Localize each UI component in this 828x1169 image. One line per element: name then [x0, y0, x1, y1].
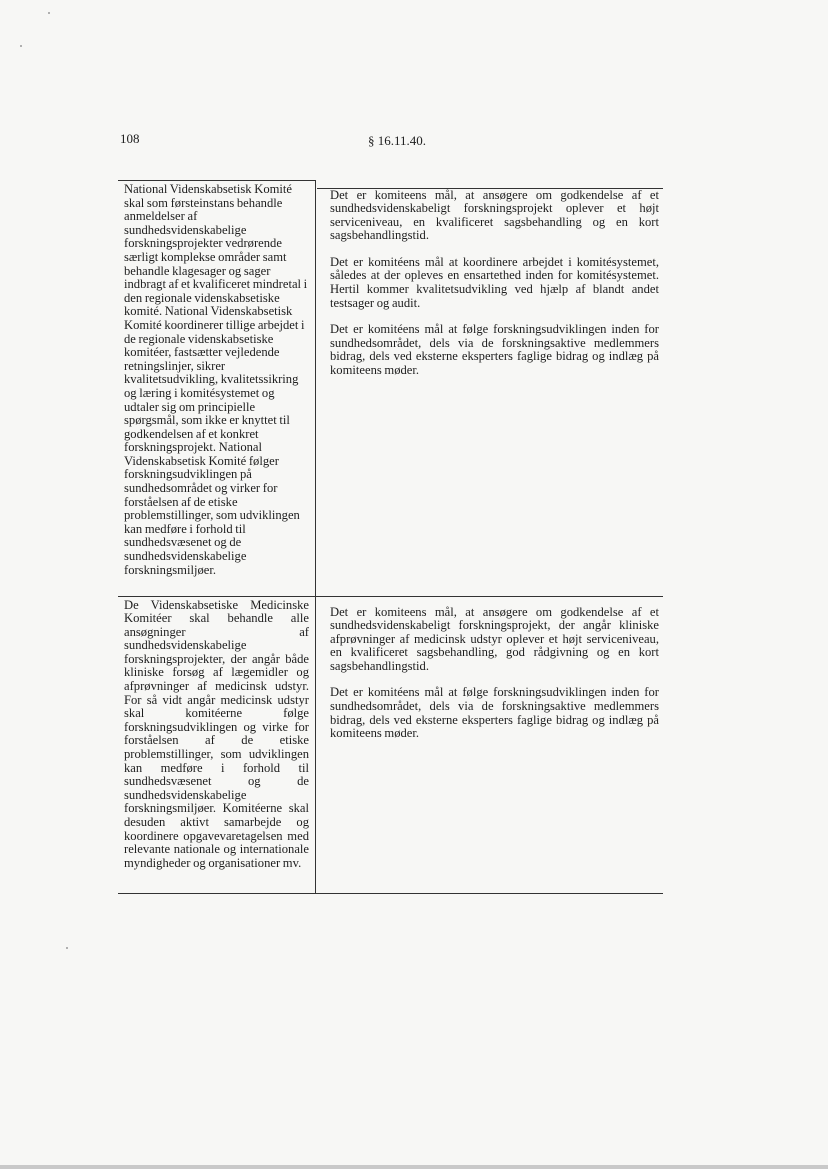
- section-reference: § 16.11.40.: [368, 133, 427, 148]
- task-text: National Videnskabsetisk Komité skal som førsteinstans behandle anmeldelser af sundhedsvidenskabelige forskningsprojekter vedrørende særligt komplekse områder samt behandle klagesager og sager indbragt af et kvalificeret mindretal i den regionale videnskabsetiske komité. National Videnskabsetisk Komité koordinerer tillige arbejdet i de regionale videnskabsetiske komitéer, fastsætter vejledende retningslinjer, sikrer kvalitetsudvikling, kvalitetssikring og læring i komitésystemet og udtaler sig om principielle spørgsmål, som ikke er knyttet til godkendelsen af et konkret forskningsprojekt. National Videnskabsetisk Komité følger forskningsudviklingen på sundhedsområdet og virker for forståelsen af de etiske problemstillinger, som udviklingen kan medføre i forhold til sundhedsvæsenet og de sundhedsvidenskabelige forskningsmiljøer.: [124, 182, 308, 577]
- scan-speck: [66, 947, 68, 949]
- table-cell-goals: [316, 596, 664, 893]
- table-row: [118, 181, 663, 597]
- task-text: De Videnskabsetiske Medicinske Komitéer skal behandle alle ansøgninger af sundhedsvidenskabelige forskningsprojekter, der angår både kliniske forsøg af lægemidler og afprøvninger af medicinsk udstyr. For så vidt angår medicinsk udstyr skal komitéerne følge forskningsudviklingen og virke for forståelsen af de etiske problemstillinger, som udviklingen kan medføre i forhold til sundhedsvæsenet og de sundhedsvidenskabelige forskningsmiljøer. Komitéerne skal desuden aktivt samarbejde og koordinere opgavevaretagelsen med relevante nationale og internationale myndigheder og organisationer mv.: [124, 597, 309, 870]
- scan-speck: [20, 45, 22, 47]
- table-cell-task: [118, 181, 316, 597]
- goal-paragraph: Det er komiteens mål, at ansøgere om godkendelse af et sundhedsvidenskabeligt forskningsprojekt oplever et højt serviceniveau, en kvalificeret sagsbehandling og en kort sagsbehandlingstid.: [330, 187, 659, 243]
- goal-paragraph: Det er komitéens mål at koordinere arbejdet i komitésystemet, således at der opleves en ensartethed inden for komitésystemet. Hertil kommer kvalitetsudvikling ved hjælp af blandt andet testsager og audit.: [330, 254, 659, 310]
- table-cell-goals: [316, 181, 664, 597]
- table-row: [118, 596, 663, 893]
- page-number: 108: [120, 131, 140, 146]
- table-cell-task: [118, 596, 316, 893]
- scan-edge: [0, 1165, 828, 1169]
- goal-paragraph: Det er komiteens mål, at ansøgere om godkendelse af et sundhedsvidenskabeligt forskningsprojekt, der angår kliniske afprøvninger af medicinsk udstyr oplever et højt serviceniveau, en kvalificeret sagsbehandling, god rådgivning og en kort sagsbehandlingstid.: [330, 604, 659, 673]
- goal-paragraph: Det er komitéens mål at følge forskningsudviklingen inden for sundhedsområdet, dels via de forskningsaktive medlemmers bidrag, dels ved eksterne eksperters faglige bidrag og indlæg på komiteens møder.: [330, 322, 659, 378]
- scan-speck: [48, 12, 50, 14]
- committee-goals-table: [118, 180, 663, 894]
- goal-paragraph: Det er komitéens mål at følge forskningsudviklingen inden for sundhedsområdet, dels via de forskningsaktive medlemmers bidrag, dels ved eksterne eksperters faglige bidrag og indlæg på komiteens møder.: [330, 685, 659, 741]
